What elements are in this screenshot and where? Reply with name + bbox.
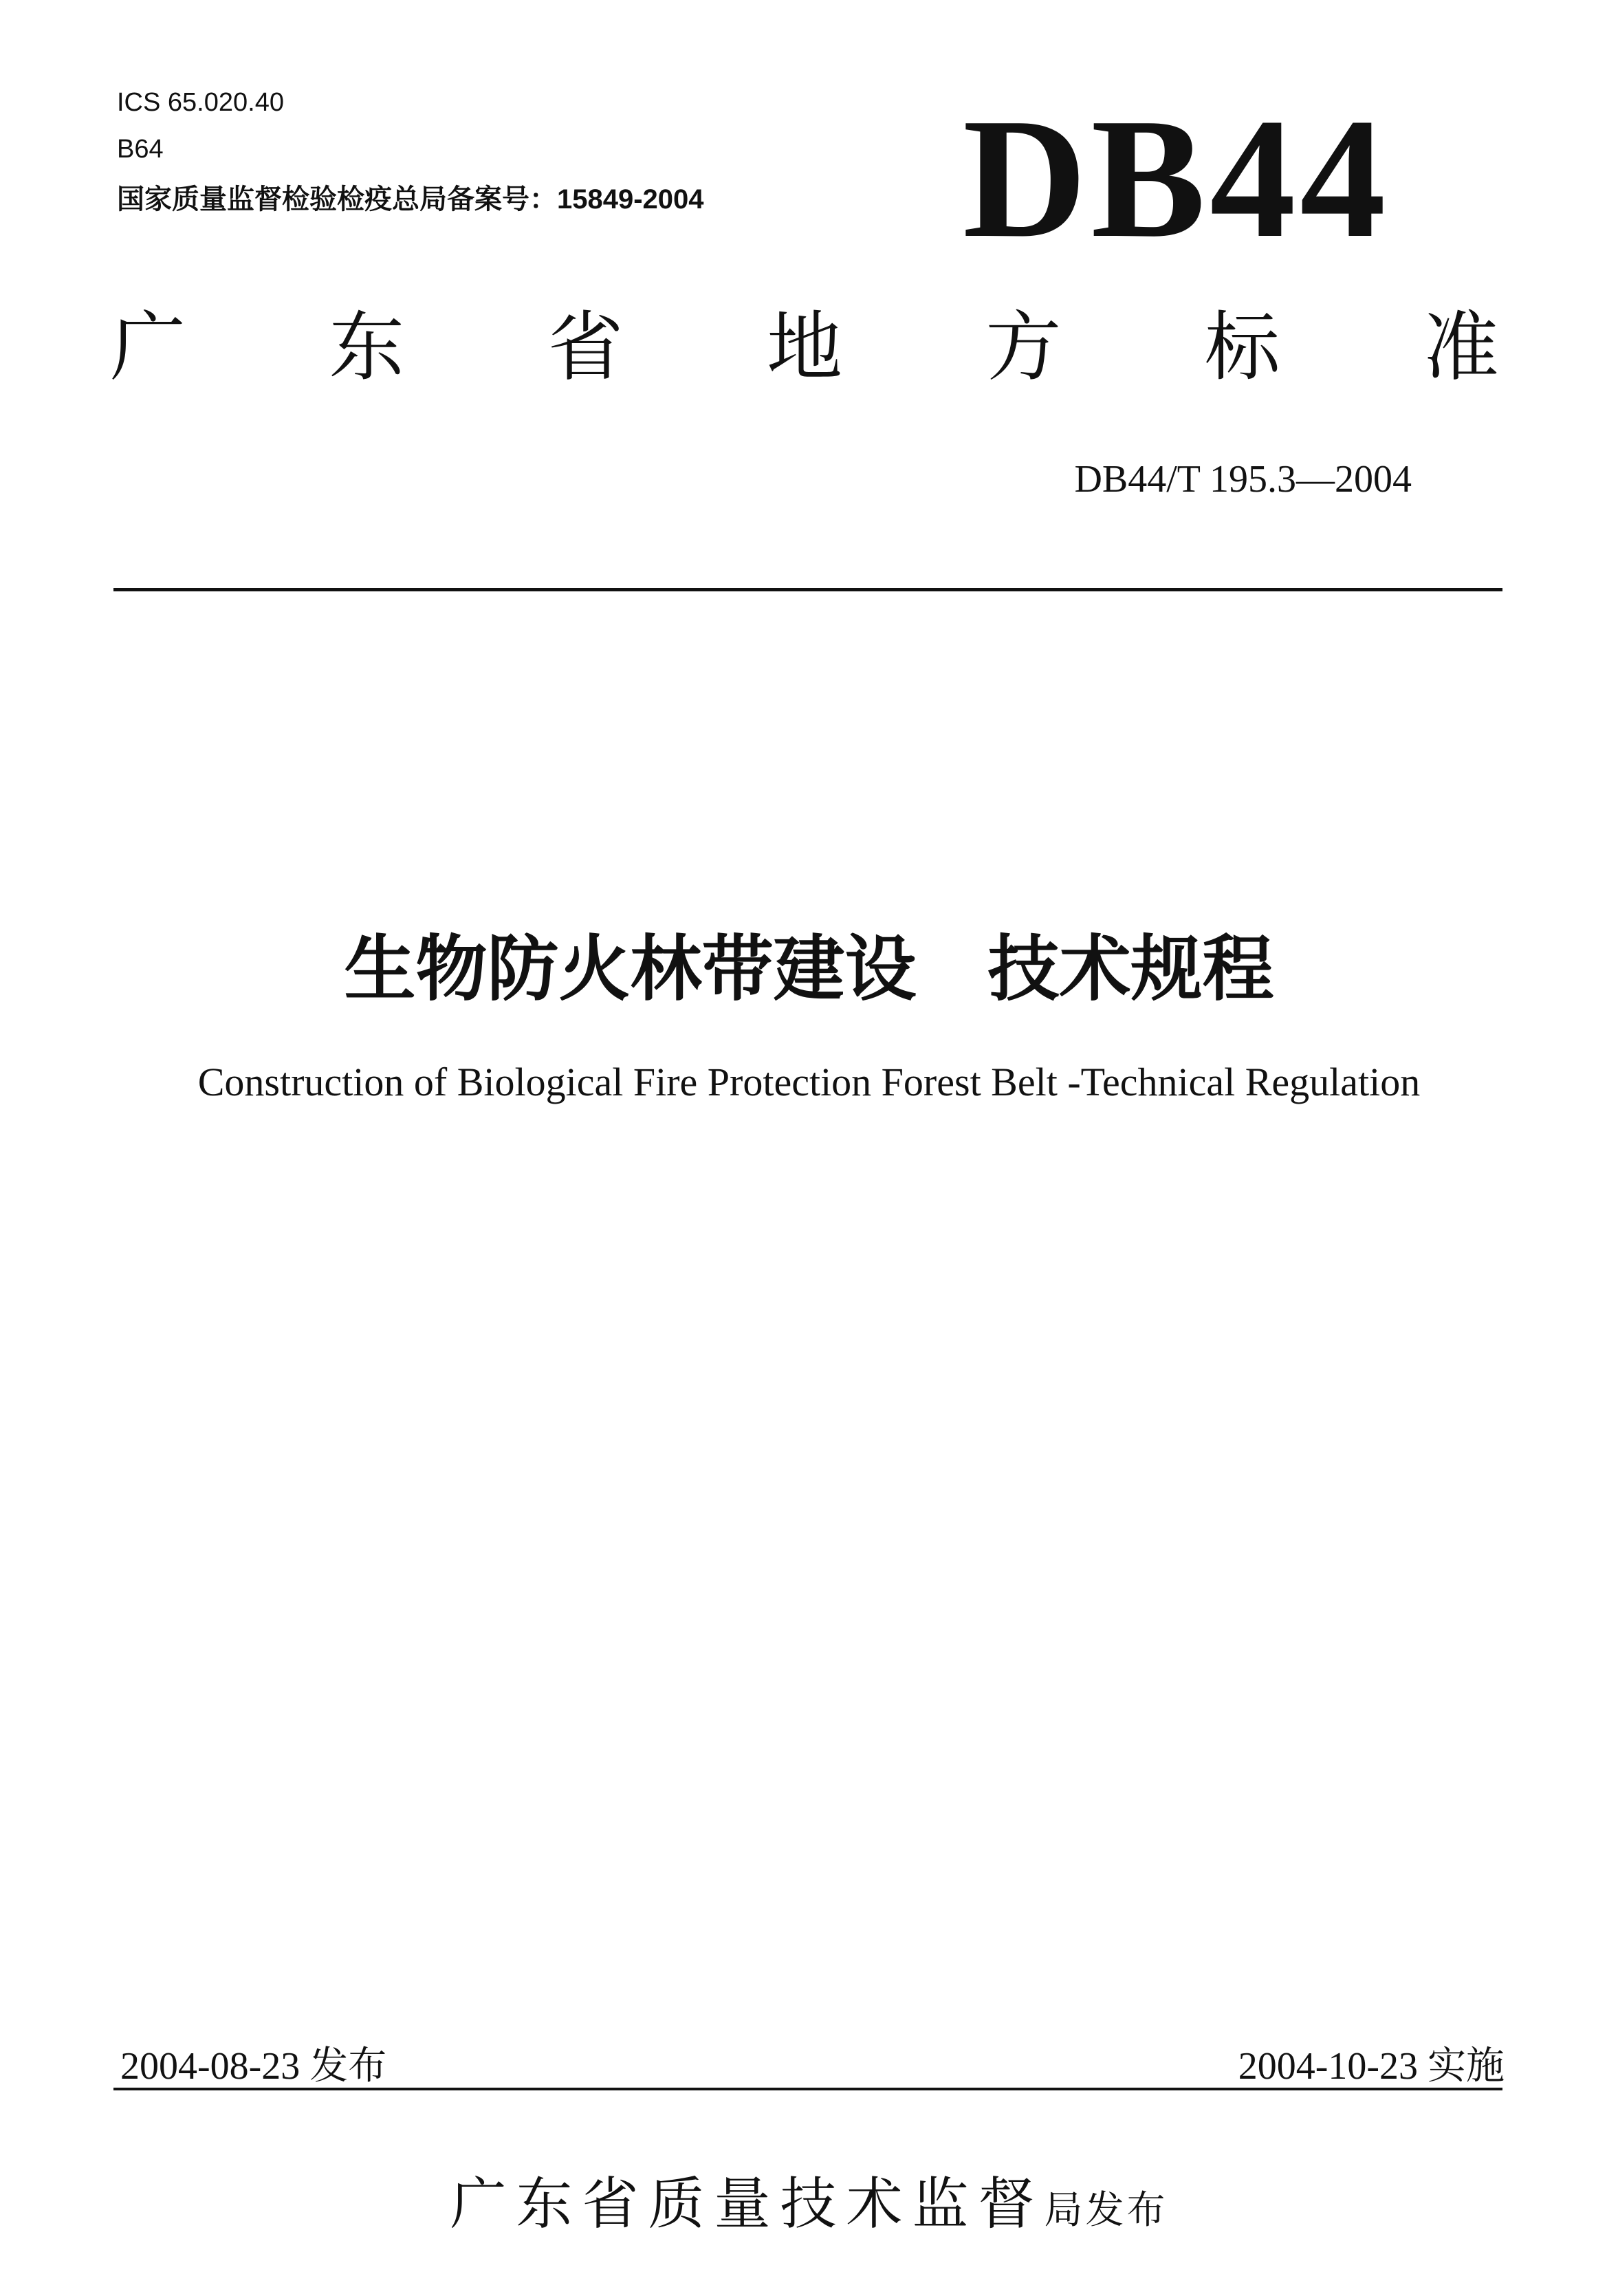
standard-type-char: 标 <box>1204 303 1280 391</box>
ics-code: ICS 65.020.40 <box>117 88 284 117</box>
top-divider <box>113 588 1502 591</box>
standard-type-char: 方 <box>985 303 1062 391</box>
english-title: Construction of Biological Fire Protection Forest Belt -Technical Regulation <box>197 1060 1421 1104</box>
standard-type-heading <box>110 303 1499 392</box>
standard-type-char: 东 <box>329 303 405 391</box>
record-number: 国家质量监督检验检疫总局备案号：15849-2004 <box>117 184 704 215</box>
effective-date: 2004-10-23 实施 <box>1238 2045 1505 2088</box>
issuer-name: 广东省质量技术监督 <box>450 2172 1045 2237</box>
issuer-suffix: 局发布 <box>1044 2188 1168 2233</box>
issue-date: 2004-08-23 发布 <box>120 2045 387 2088</box>
standard-number: DB44/T 195.3—2004 <box>1074 458 1412 501</box>
standard-type-char: 地 <box>766 303 842 391</box>
issuer-line <box>0 2159 1618 2240</box>
standard-type-char: 广 <box>110 303 186 391</box>
chinese-title: 生物防火林带建设 技术规程 <box>344 927 1274 1011</box>
ccs-code: B64 <box>117 135 164 164</box>
db44-logo: DB44 <box>963 83 1390 274</box>
standard-type-char: 准 <box>1423 303 1499 391</box>
bottom-divider <box>113 2088 1502 2090</box>
standard-type-char: 省 <box>547 303 624 391</box>
